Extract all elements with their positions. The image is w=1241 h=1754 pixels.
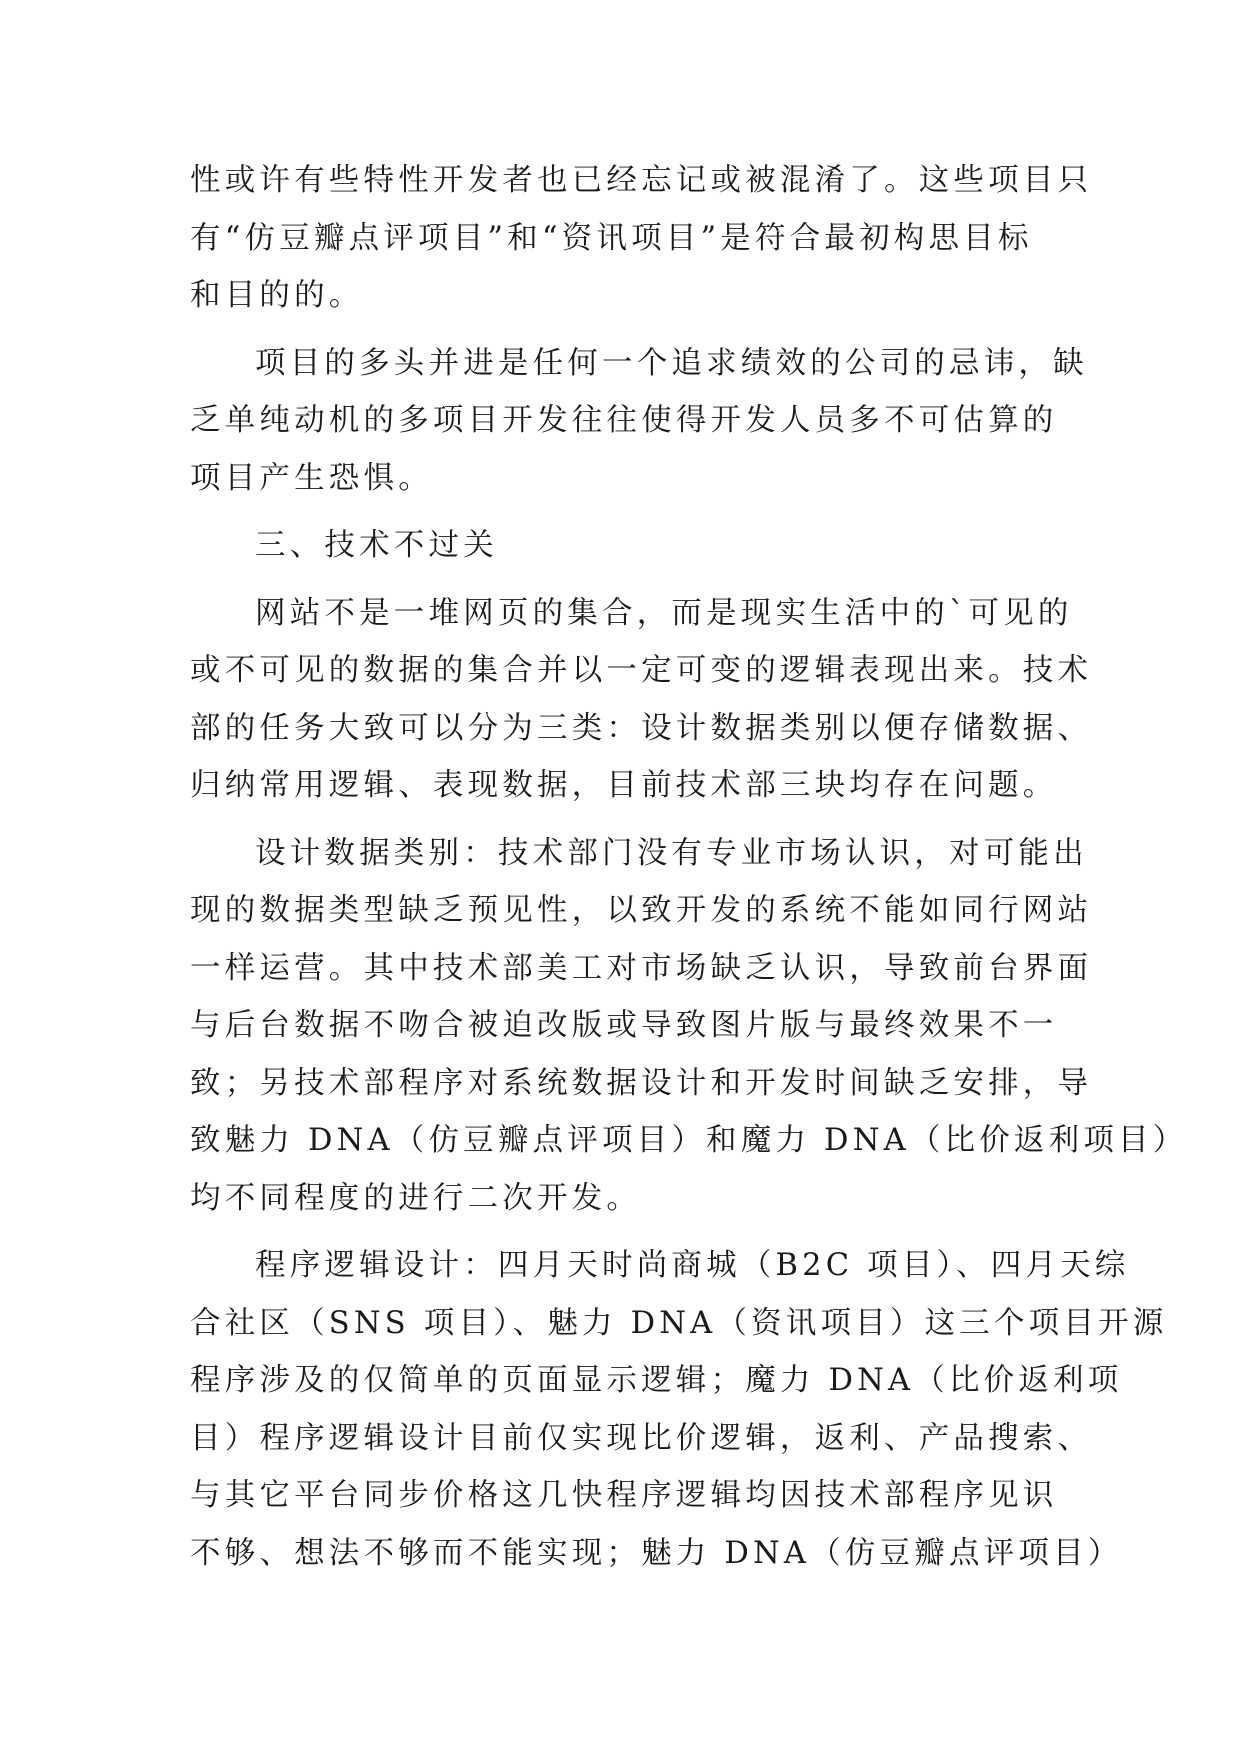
paragraph-line: 性或许有些特性开发者也已经忘记或被混淆了。这些项目只 — [190, 163, 1093, 198]
paragraph-line: 均不同程度的进行二次开发。 — [190, 1180, 642, 1216]
paragraph-line: 部的任务大致可以分为三类：设计数据类别以便存储数据、 — [190, 710, 1093, 746]
paragraph-line: 程序逻辑设计：四月天时尚商城（B2C 项目）、四月天综 — [255, 1248, 1130, 1283]
paragraph-line: 项目产生恐惧。 — [190, 460, 433, 496]
paragraph-line: 不够、想法不够而不能实现；魅力 DNA（仿豆瓣点评项目） — [190, 1535, 1123, 1571]
paragraph-line: 现的数据类型缺乏预见性，以致开发的系统不能如同行网站 — [190, 893, 1093, 928]
paragraph-line: 或不可见的数据的集合并以一定可变的逻辑表现出来。技术 — [190, 653, 1093, 688]
paragraph-line: 与其它平台同步价格这几快程序逻辑均因技术部程序见识 — [190, 1478, 1058, 1513]
paragraph-line: 项目的多头并进是任何一个追求绩效的公司的忌讳，缺 — [255, 345, 1088, 381]
paragraph-line: 和目的的。 — [190, 278, 364, 313]
paragraph-line: 合社区（SNS 项目）、魅力 DNA（资讯项目）这三个项目开源 — [190, 1305, 1168, 1341]
paragraph-line: 网站不是一堆网页的集合，而是现实生活中的`可见的 — [255, 595, 1073, 631]
paragraph-line: 致魅力 DNA（仿豆瓣点评项目）和魔力 DNA（比价返利项目） — [190, 1123, 1188, 1158]
paragraph-line: 目）程序逻辑设计目前仅实现比价逻辑，返利、产品搜索、 — [190, 1420, 1093, 1456]
paragraph-line: 乏单纯动机的多项目开发往往使得开发人员多不可估算的 — [190, 403, 1058, 438]
paragraph-line: 设计数据类别：技术部门没有专业市场认识，对可能出 — [255, 835, 1088, 871]
paragraph-line: 与后台数据不吻合被迫改版或导致图片版与最终效果不一 — [190, 1008, 1058, 1043]
paragraph-line: 致；另技术部程序对系统数据设计和开发时间缺乏安排，导 — [190, 1065, 1093, 1101]
section-heading: 三、技术不过关 — [255, 528, 498, 563]
paragraph-line: 有“仿豆瓣点评项目”和“资讯项目”是符合最初构思目标 — [190, 220, 1033, 256]
document-body — [190, 152, 1188, 1582]
paragraph-line: 归纳常用逻辑、表现数据，目前技术部三块均存在问题。 — [190, 768, 1058, 803]
paragraph-line: 一样运营。其中技术部美工对市场缺乏认识，导致前台界面 — [190, 950, 1093, 986]
paragraph-line: 程序涉及的仅简单的页面显示逻辑；魔力 DNA（比价返利项 — [190, 1363, 1123, 1398]
